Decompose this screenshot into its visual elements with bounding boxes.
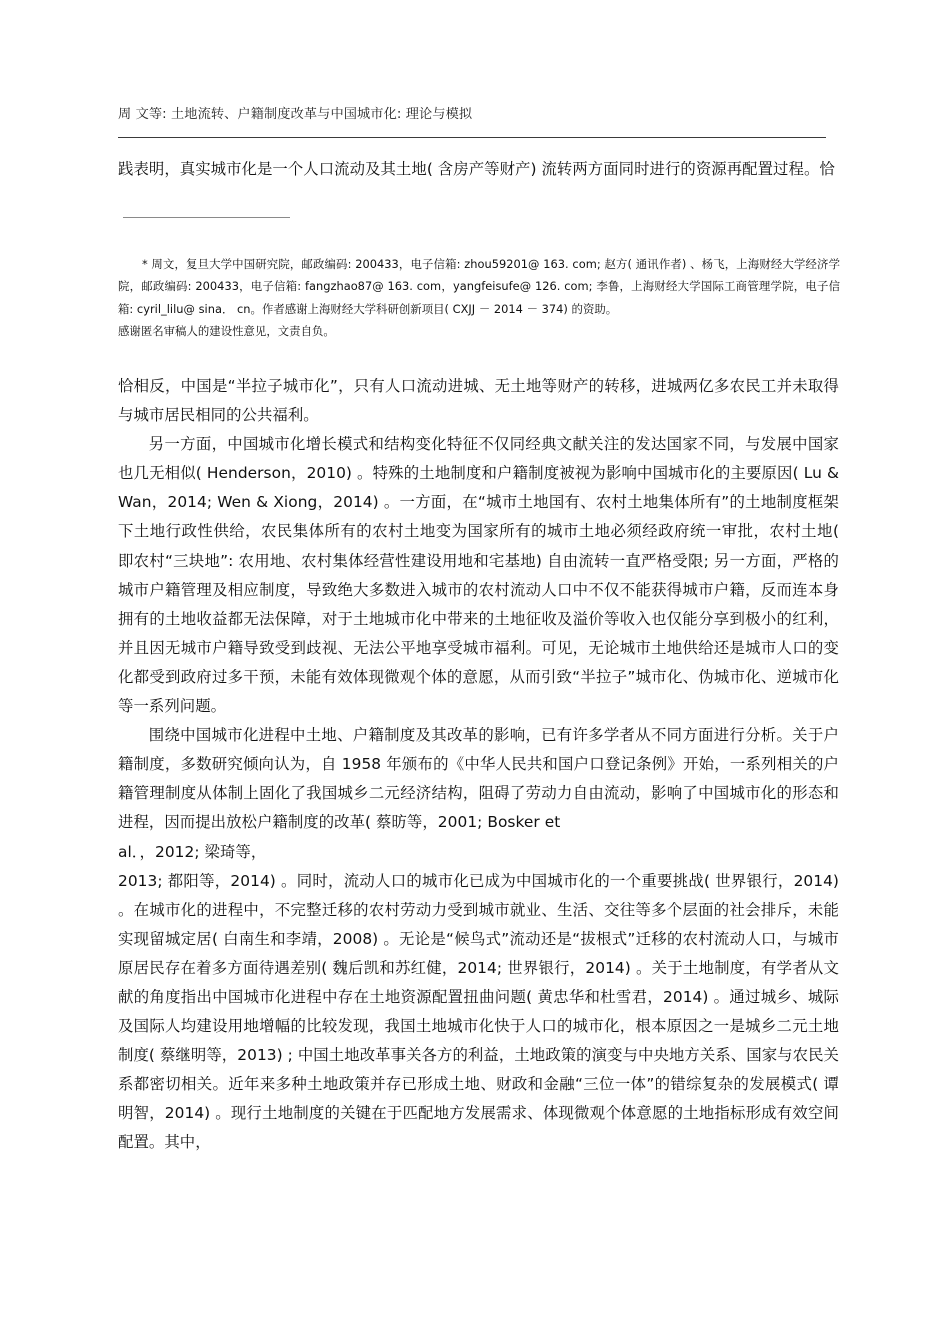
paragraph-literature-b: 2013; 都阳等，2014) 。同时，流动人口的城市化已成为中国城市化的一个重要挑战( 世界银行，2014) 。在城市化的进程中，不完整迁移的农村劳动力受到城市就业、生活、交往等多个层面的社会排斥，未能实现留城定居( 白南生和李靖，2008) 。无论是“候鸟式”流动还是“拔根式”迁移的农村流动人口，与城市原居民存在着多方面待遇差别( 魏后凯和苏红健，2014; 世界银行，2014) 。关于土地制度，有学者从文献的角度指出中国城市化进程中存在土地资源配置扭曲问题( 黄忠华和杜雪君，2014) 。通过城乡、城际及国际人均建设用地增幅的比较发现，我国土地城市化快于人口的城市化，根本原因之一是城乡二元土地制度( 蔡继明等，2013) ; 中国土地改革事关各方的利益，土地政策的演变与中央地方关系、国家与农民关系都密切相关。近年来多种土地政策并存已形成土地、财政和金融“三位一体”的错综复杂的发展模式( 谭明智，2014) 。现行土地制度的关键在于匹配地方发展需求、体现微观个体意愿的土地指标形成有效空间配置。其中， xyxy=(118,871,839,1152)
paragraph-continuation-2: 恰相反，中国是“半拉子城市化”，只有人口流动进城、无土地等财产的转移，进城两亿多农民工并未取得与城市居民相同的公共福利。 xyxy=(118,377,839,425)
footnote-line-2: 感谢匿名审稿人的建设性意见，文责自负。 xyxy=(118,324,335,339)
paragraph-growth-mode: 另一方面，中国城市化增长模式和结构变化特征不仅同经典文献关注的发达国家不同，与发展中国家也几无相似( Henderson，2010) 。特殊的土地制度和户籍制度被视为影响中国城市化的主要原因( Lu & Wan，2014; Wen & Xiong，2014) 。一方面，在“城市土地国有、农村土地集体所有”的土地制度框架下土地行政性供给，农民集体所有的农村土地变为国家所有的城市土地必须经政府统一审批，农村土地( 即农村“三块地”: 农用地、农村集体经营性建设用地和宅基地) 自由流转一直严格受限; 另一方面，严格的城市户籍管理及相应制度，导致绝大多数进入城市的农村流动人口中不仅不能获得城市户籍，反而连本身拥有的土地收益都无法保障，对于土地城市化中带来的土地征收及溢价等收入也仅能分享到极小的红利，并且因无城市户籍导致受到歧视、无法公平地享受城市福利。可见，无论城市土地供给还是城市人口的变化都受到政府过多干预，未能有效体现微观个体的意愿，从而引致“半拉子”城市化、伪城市化、逆城市化等一系列问题。 xyxy=(118,435,839,716)
footnote-divider xyxy=(123,217,290,218)
body-text-column xyxy=(118,372,839,1158)
running-head: 周 文等: 土地流转、户籍制度改革与中国城市化: 理论与模拟 xyxy=(118,107,473,122)
footnote-line-1: * 周文，复旦大学中国研究院，邮政编码: 200433，电子信箱: zhou59201@ 163. com; 赵方( 通讯作者) 、杨飞，上海财经大学经济学院，邮政编码: 200433，电子信箱: fangzhao87@ 163. com，yangfeisufe@ 126. com; 李鲁，上海财经大学国际工商管理学院，电子信箱: cyril_lilu@ sina． cn。作者感谢上海财经大学科研创新项目( CXJJ － 2014 － 374) 的资助。 xyxy=(118,257,840,316)
paragraph-literature-a: 围绕中国城市化进程中土地、户籍制度及其改革的影响，已有许多学者从不同方面进行分析。关于户籍制度，多数研究倾向认为，自 1958 年颁布的《中华人民共和国户口登记条例》开始，一系列相关的户籍管理制度从体制上固化了我国城乡二元经济结构，阻碍了劳动力自由流动，影响了中国城市化的形态和进程，因而提出放松户籍制度的改革( 蔡昉等，2001; Bosker et xyxy=(118,726,839,832)
continuation-fragment xyxy=(118,155,839,184)
paragraph-literature-orphan: al．，2012; 梁琦等， xyxy=(118,842,267,861)
header-divider xyxy=(118,137,826,138)
footnote-block xyxy=(118,253,840,343)
paragraph-continuation: 践表明，真实城市化是一个人口流动及其土地( 含房产等财产) 流转两方面同时进行的资源再配置过程。恰 xyxy=(118,160,835,178)
